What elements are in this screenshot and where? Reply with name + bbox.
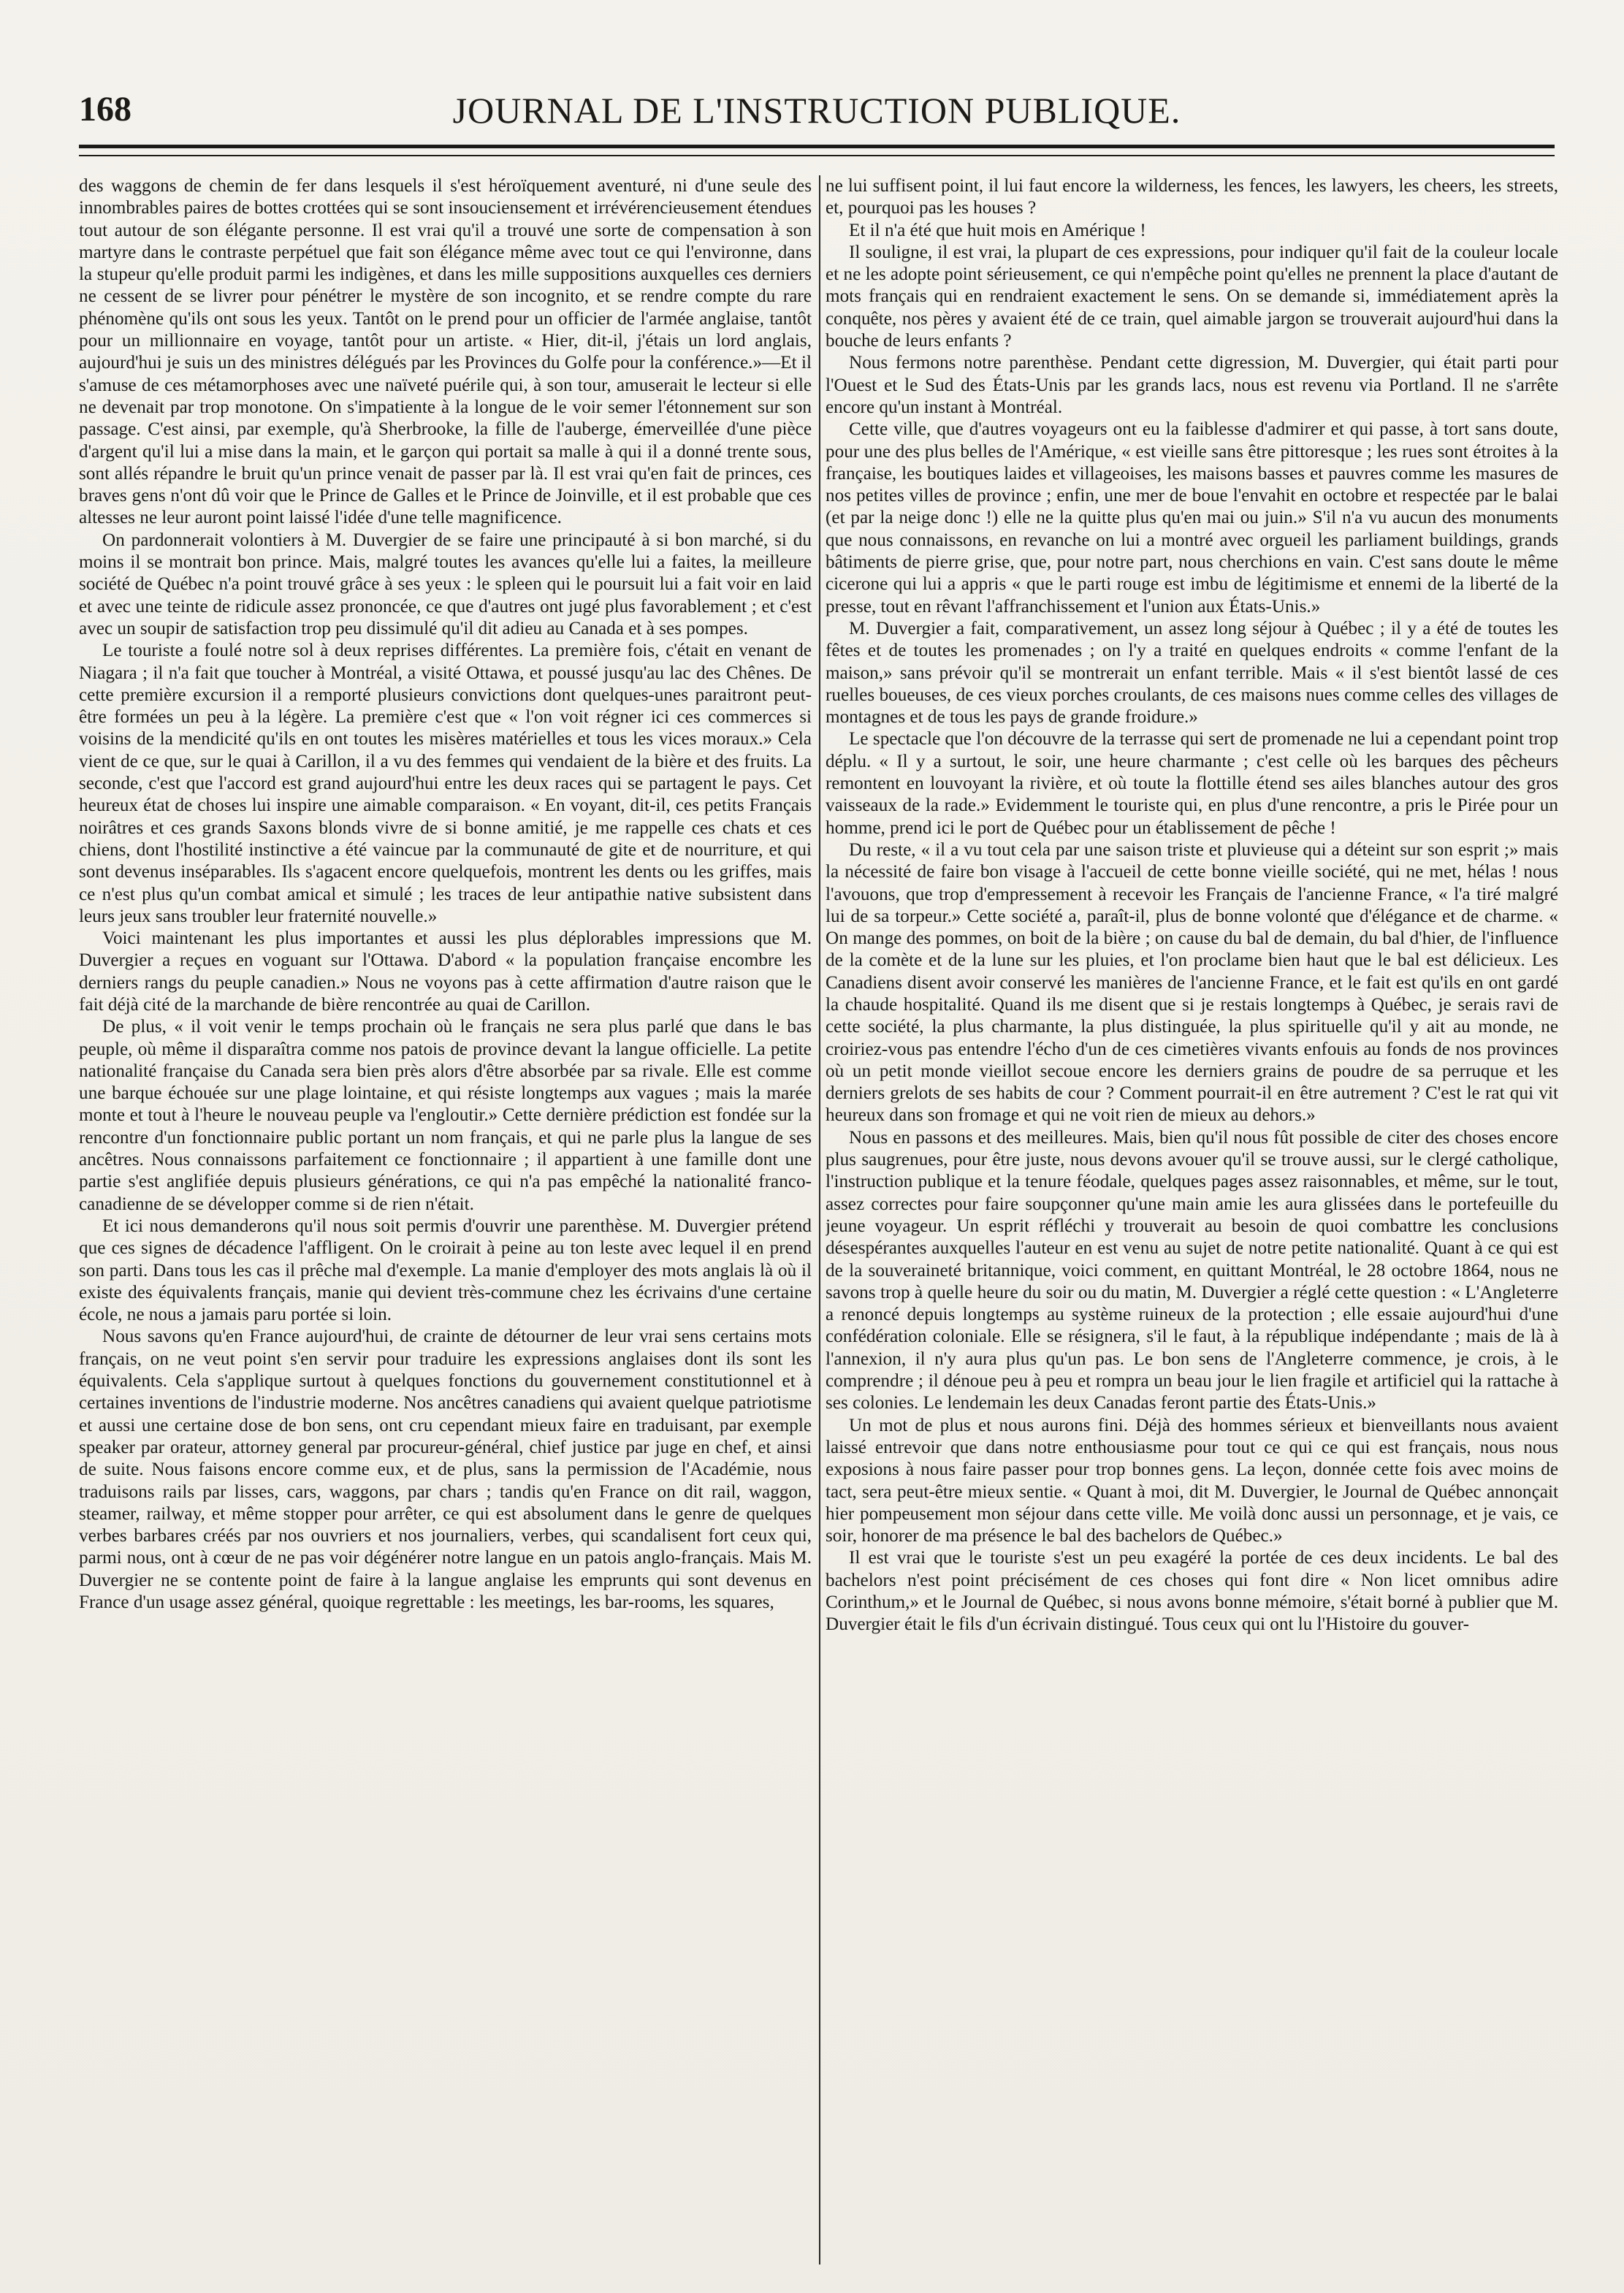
- journal-title: JOURNAL DE L'INSTRUCTION PUBLIQUE.: [452, 90, 1181, 131]
- paragraph: Le spectacle que l'on découvre de la terrasse qui sert de promenade ne lui a cependant point trop déplu. « Il y a surtout, le soir, une heure charmante ; c'est celle où les barques des pêcheurs remontent en louvoyant la rivière, et où toute la flottille étend ses ailes blanches autour des gros vaisseaux de la rade.» Evidemment le touriste qui, en plus d'une rencontre, a pris le Pirée pour un homme, prend ici le port de Québec pour un établissement de pêche !: [826, 729, 1558, 838]
- paragraph: On pardonnerait volontiers à M. Duvergier de se faire une principauté à si bon marché, si du moins il se montrait bon prince. Mais, malgré toutes les avances qu'elle lui a faites, la meilleure société de Québec n'a point trouvé grâce à ses yeux : le spleen qui le poursuit lui a fait voir en laid et avec une teinte de ridicule assez prononcée, ce que d'autres ont jugé plus favorablement ; et c'est avec un soupir de satisfaction trop peu dissimulé qu'il dit adieu au Canada et à ses pompes.: [79, 530, 812, 638]
- paragraph: Un mot de plus et nous aurons fini. Déjà des hommes sérieux et bienveillants nous avaient laissé entrevoir que dans notre enthousiasme pour tout ce qui ce qui est français, nous nous exposions à nous faire passer pour trop bonnes gens. La leçon, donnée cette fois avec moins de tact, sera peut-être mieux sentie. « Quant à moi, dit M. Duvergier, le Journal de Québec annonçait hier pompeusement mon séjour dans cette ville. Me voilà donc aussi un personnage, et je vais, ce soir, honorer de ma présence le bal des bachelors de Québec.»: [826, 1415, 1558, 1546]
- paragraph: Nous fermons notre parenthèse. Pendant cette digression, M. Duvergier, qui était parti pour l'Ouest et le Sud des États-Unis par les grands lacs, nous est revenu via Portland. Il ne s'arrête encore qu'un instant à Montréal.: [826, 353, 1558, 417]
- paragraph: Et ici nous demanderons qu'il nous soit permis d'ouvrir une parenthèse. M. Duvergier prétend que ces signes de décadence l'affligent. On le croirait à peine au ton leste avec lequel il en prend son parti. Dans tous les cas il prêche mal d'exemple. La manie d'employer des mots anglais là où il existe des équivalents français, manie qui devient très-commune chez les écrivains d'une certaine école, ne nous a jamais paru portée si loin.: [79, 1216, 812, 1325]
- paragraph: Nous savons qu'en France aujourd'hui, de crainte de détourner de leur vrai sens certains mots français, on ne veut point s'en servir pour traduire les expressions anglaises dont ils sont les équivalents. Cela s'applique surtout à quelques fonctions du gouvernement constitutionnel et à certaines inventions de l'industrie moderne. Nos ancêtres canadiens qui avaient quelque patriotisme et aussi une certaine dose de bon sens, ont cru cependant mieux faire en traduisant, par exemple speaker par orateur, attorney general par procureur-général, chief justice par juge en chef, et ainsi de suite. Nous faisons encore comme eux, et de plus, sans la permission de l'Académie, nous traduisons rails par lisses, cars, waggons, par chars ; tandis qu'en France on dit rail, waggon, steamer, railway, et même stopper pour arrêter, ce qui est absolument dans le genre de quelques verbes barbares créés par nos ouvriers et nos journaliers, verbes, qui scandalisent fort ceux qui, parmi nous, ont à cœur de ne pas voir dégénérer notre langue en un patois anglo-français. Mais M. Duvergier ne se contente point de faire à la langue anglaise les emprunts qui sont devenus en France d'un usage assez général, quoique regrettable : les meetings, les bar-rooms, les squares,: [79, 1327, 812, 1612]
- paragraph: Cette ville, que d'autres voyageurs ont eu la faiblesse d'admirer et qui passe, à tort sans doute, pour une des plus belles de l'Amérique, « est vieille sans être pittoresque ; les rues sont étroites à la française, les boutiques laides et villageoises, les maisons basses et pauvres comme les masures de nos petites villes de province ; enfin, une mer de boue l'envahit en octobre et respectée par le balai (et par la neige donc !) elle ne la quitte plus qu'en mai ou juin.» S'il n'a vu aucun des monuments que nous connaissons, en revanche on lui a montré avec orgueil les parliament buildings, grands bâtiments de pierre grise, que, pour notre part, nous cherchions en vain. C'est sans doute le même cicerone qui lui a appris « que le parti rouge est imbu de légitimisme et ennemi de la liberté de la presse, tout en rêvant l'affranchissement et l'union aux États-Unis.»: [826, 419, 1558, 617]
- header-rule-thick: [79, 145, 1555, 148]
- paragraph: ne lui suffisent point, il lui faut encore la wilderness, les fences, les lawyers, les cheers, les streets, et, pourquoi pas les houses ?: [826, 176, 1558, 218]
- left-column: [79, 175, 812, 2272]
- paragraph: Et il n'a été que huit mois en Amérique !: [849, 220, 1146, 240]
- paragraph: des waggons de chemin de fer dans lesquels il s'est héroïquement aventuré, ni d'une seule des innombrables paires de bottes crottées qui se sont insouciensement et irrévérencieusement étendues tout autour de son élégante personne. Il est vrai qu'il a trouvé une sorte de compensation à son martyre dans le contraste perpétuel que fait son élégance même avec tout ce qui l'environne, dans la stupeur qu'elle produit parmi les indigènes, et dans les mille suppositions auxquelles ces derniers ne cessent de se livrer pour pénétrer le mystère de son incognito, et se rendre compte du rare phénomène qu'ils ont sous les yeux. Tantôt on le prend pour un officier de l'armée anglaise, tantôt pour un millionnaire en voyage, tantôt pour un artiste. « Hier, dit-il, j'étais un lord anglais, aujourd'hui je suis un des ministres délégués par les Provinces du Golfe pour la conférence.»—Et il s'amuse de ces métamorphoses avec une naïveté puérile qui, à son tour, amuserait le lecteur si elle ne devenait par trop monotone. On s'impatiente à la longue de le voir semer l'étonnement sur son passage. C'est ainsi, par exemple, qu'à Sherbrooke, la fille de l'auberge, émerveillée d'une pièce d'argent qu'il lui a mise dans la main, et le garçon qui portait sa malle à qui il a donné trente sous, sont allés répandre le bruit qu'un prince venait de passer par là. Il est vrai qu'en fait de princes, ces braves gens n'ont dû voir que le Prince de Galles et le Prince de Joinville, et il est probable que ces altesses ne leur auront point laissé l'idée d'une telle magnificence.: [79, 176, 812, 528]
- paragraph: Le touriste a foulé notre sol à deux reprises différentes. La première fois, c'était en venant de Niagara ; il n'a fait que toucher à Montréal, a visité Ottawa, et poussé jusqu'au lac des Chênes. De cette première excursion il a remporté plusieurs convictions dont quelques-unes paraitront peut-être formées un peu à la légère. La première c'est que « l'on voit régner ici ces commerces si voisins de la mendicité qu'ils en ont toutes les misères matérielles et tous les vices moraux.» Cela vient de ce que, sur le quai à Carillon, il a vu des femmes qui vendaient de la bière et des fruits. La seconde, c'est que l'accord est grand aujourd'hui entre les deux races qui se partagent le pays. Cet heureux état de choses lui inspire une aimable comparaison. « En voyant, dit-il, ces petits Français noirâtres et ces grands Saxons blonds vivre de si bonne amitié, je me rappelle ces chats et ces chiens, dont l'hostilité instinctive a été vaincue par la communauté de gite et de nourriture, et qui sont devenus inséparables. Ils s'agacent encore quelquefois, montrent les dents ou les griffes, mais ce n'est plus qu'un combat amical et simulé ; les traces de leur antipathie native subsistent dans leurs jeux sans troubler leur fraternité nouvelle.»: [79, 641, 812, 926]
- paragraph: Du reste, « il a vu tout cela par une saison triste et pluvieuse qui a déteint sur son esprit ;» mais la nécessité de faire bon visage à l'accueil de cette bonne vieille société, qui ne met, hélas ! nous l'avouons, que trop d'empressement à recevoir les Français de l'ancienne France, « l'a tiré malgré lui de sa torpeur.» Cette société a, paraît-il, plus de bonne volonté que d'élégance et de charme. « On mange des pommes, on boit de la bière ; on cause du bal de demain, du bal d'hier, de l'influence de la comète et de la lune sur les pluies, et l'on proclame bien haut que le bal est délicieux. Les Canadiens disent avoir conservé les manières de l'ancienne France, et le fait est qu'ils en ont gardé la chaude hospitalité. Quand ils me disent que si je restais longtemps à Québec, je serais ravi de cette société, la plus charmante, la plus distinguée, la plus spirituelle qu'il y ait au monde, ne croiriez-vous pas entendre l'écho d'un de ces cimetières vivants enfouis au fonds de nos provinces où un petit monde vieillot secoue encore les derniers grains de poudre de sa perruque et les derniers grelots de ses habits de cour ? Comment pourrait-il en être autrement ? C'est le rat qui vit heureux dans son fromage et qui ne voit rien de mieux au dehors.»: [826, 839, 1558, 1126]
- page-number: 168: [79, 90, 131, 129]
- paragraph: Voici maintenant les plus importantes et aussi les plus déplorables impressions que M. Duvergier a reçues en voguant sur l'Ottawa. D'abord « la population française encombre les derniers rangs du peuple canadien.» Nous ne voyons pas à cette affirmation d'autre raison que le fait déjà cité de la marchande de bière rencontrée au quai de Carillon.: [79, 928, 812, 1015]
- paragraph: Nous en passons et des meilleures. Mais, bien qu'il nous fût possible de citer des choses encore plus saugrenues, pour être juste, nous devons avouer qu'il se trouve aussi, sur le clergé catholique, l'instruction publique et la tenure féodale, quelques pages assez raisonnables, et même, sur le tout, assez correctes pour faire soupçonner qu'une main amie les aura glissées dans le portefeuille du jeune voyageur. Un esprit réfléchi y trouverait au besoin de quoi combattre les conclusions désespérantes auxquelles l'auteur en est venu au sujet de notre petite nationalité. Quant à ce qui est de la souveraineté britannique, voici comment, en quittant Montréal, le 28 octobre 1864, nous ne savons trop à quelle heure du soir ou du matin, M. Duvergier a réglé cette question : « L'Angleterre a renoncé depuis longtemps au système ruineux de la protection ; elle essaie aujourd'hui d'une confédération coloniale. Elle se résignera, s'il le faut, à la république indépendante ; mais de là à l'annexion, il n'y aura plus qu'un pas. Le bon sens de l'Angleterre commence, je crois, à le comprendre ; il dénoue peu à peu et rompra un beau jour le lien fragile et artificiel qui la rattache à ses colonies. Le lendemain les deux Canadas feront partie des États-Unis.»: [826, 1127, 1558, 1413]
- paragraph: Il souligne, il est vrai, la plupart de ces expressions, pour indiquer qu'il fait de la couleur locale et ne les adopte point sérieusement, ce qui n'empêche point qu'elles ne prennent la place d'autant de mots français qui en rendraient exactement le sens. On se demande si, immédiatement après la conquête, nos pères y avaient été de ce train, quel aimable jargon se trouverait aujourd'hui dans la bouche de leurs enfants ?: [826, 242, 1558, 351]
- paragraph: De plus, « il voit venir le temps prochain où le français ne sera plus parlé que dans le bas peuple, où même il disparaîtra comme nos patois de province devant la langue officielle. La petite nationalité française du Canada sera bien près alors d'être absorbée par sa rivale. Elle est comme une barque échouée sur une plage lointaine, et qui résiste longtemps aux vagues ; mais la marée monte et tout à l'heure le nouveau peuple va l'engloutir.» Cette dernière prédiction est fondée sur la rencontre d'un fonctionnaire public portant un nom français, et qui ne parle plus la langue de ses ancêtres. Nous connaissons parfaitement ce fonctionnaire ; il appartient à une famille dont une partie s'est anglifiée depuis plusieurs générations, ce qui n'a pas empêché la nationalité franco-canadienne de se développer comme si de rien n'était.: [79, 1017, 812, 1214]
- page-header: [79, 89, 1555, 140]
- paragraph: Il est vrai que le touriste s'est un peu exagéré la portée de ces deux incidents. Le bal des bachelors n'est point précisément de ces choses qui font dire « Non licet omnibus adire Corinthum,» et le Journal de Québec, si nous avons bonne mémoire, s'était borné à publier que M. Duvergier était le fils d'un écrivain distingué. Tous ceux qui ont lu l'Histoire du gouver-: [826, 1548, 1558, 1635]
- column-divider: [819, 175, 820, 2265]
- right-column: [826, 175, 1558, 2272]
- paragraph: M. Duvergier a fait, comparativement, un assez long séjour à Québec ; il y a été de toutes les fêtes et de toutes les promenades ; on l'y a traité en quelques endroits « comme l'enfant de la maison,» sans prévoir qu'il se montrerait un enfant terrible. Mais « il s'est bientôt lassé de ces ruelles boueuses, de ces vieux porches croulants, de ces maisons nues comme celles des villages de montagnes et de tous les pays de grande froidure.»: [826, 618, 1558, 728]
- header-rule-thin: [79, 155, 1555, 156]
